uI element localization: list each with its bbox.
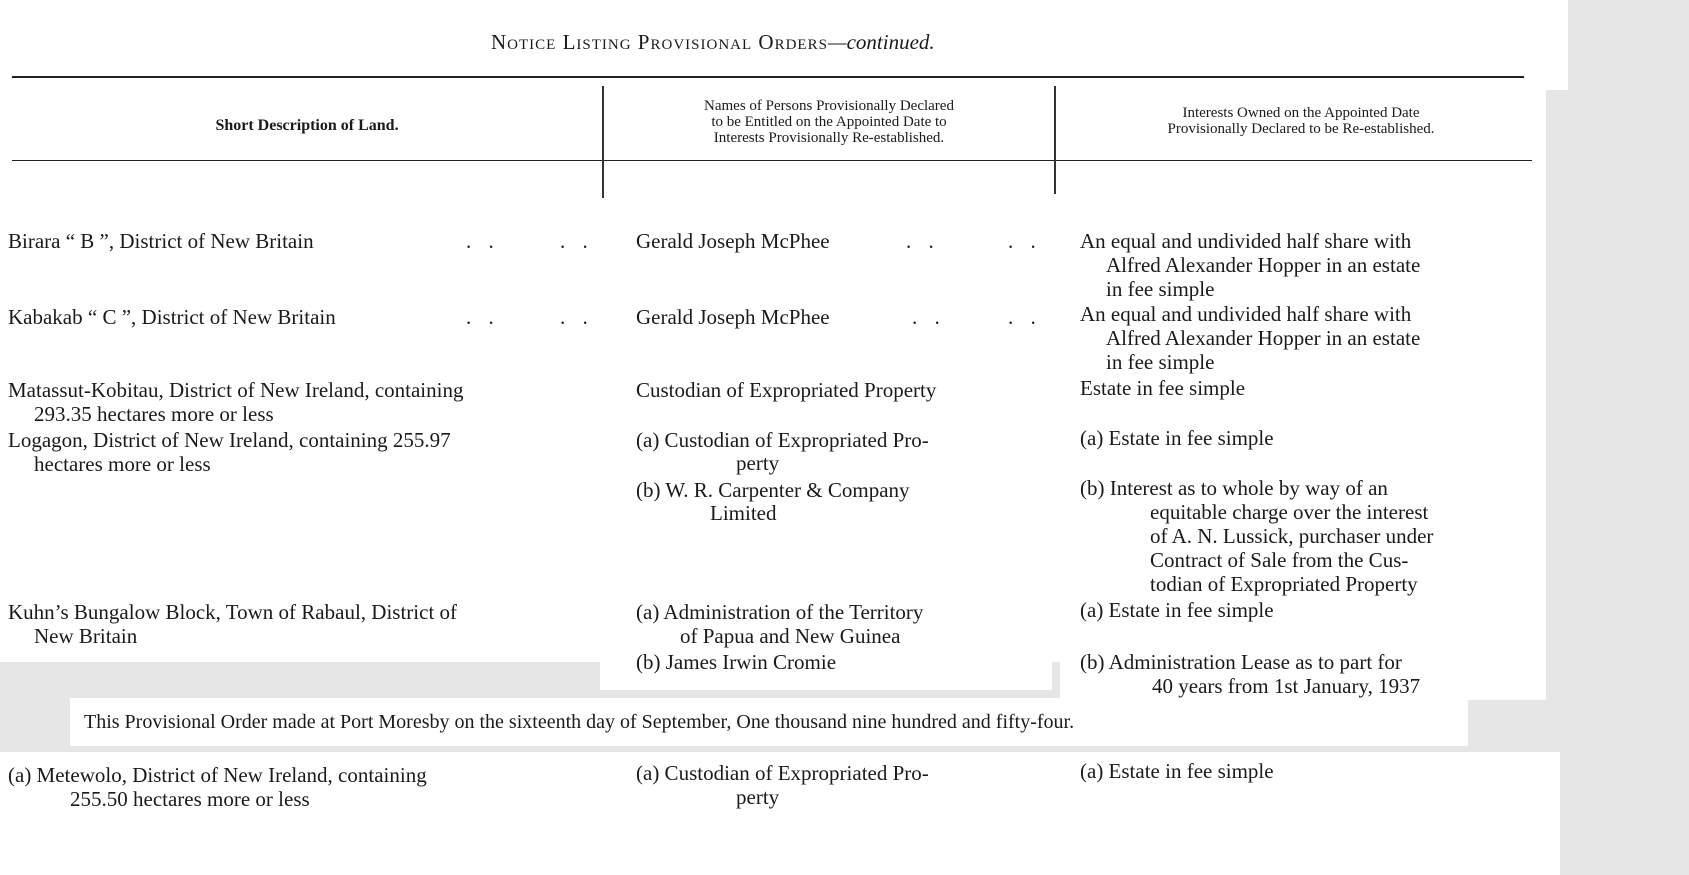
logagon-interest-b-line-2: equitable charge over the interest: [1150, 500, 1429, 524]
logagon-interest-b-line-1: (b) Interest as to whole by way of an: [1080, 476, 1388, 500]
logagon-person-a-line-1: (a) Custodian of Expropriated Pro-: [636, 428, 929, 452]
logagon-interest-b-line-3: of A. N. Lussick, purchaser under: [1150, 524, 1434, 548]
birara-interest-line-2: Alfred Alexander Hopper in an estate: [1106, 253, 1421, 277]
kuhn-interest-b-line-1: (b) Administration Lease as to part for: [1080, 650, 1402, 674]
page-title: [491, 30, 935, 54]
header-top-rule: [12, 76, 1524, 78]
kuhn-person-b: (b) James Irwin Cromie: [636, 650, 837, 674]
birara-person-leader-2: . .: [1008, 229, 1042, 253]
kabakab-person-leader-2: . .: [1008, 305, 1042, 329]
kabakab-person: Gerald Joseph McPhee: [636, 305, 830, 329]
kuhn-interest-b-line-2: 40 years from 1st January, 1937: [1152, 674, 1421, 698]
birara-person-leader: . .: [906, 229, 940, 253]
kuhn-person-a-line-2: of Papua and New Guinea: [680, 624, 901, 648]
kuhn-person-a-line-1: (a) Administration of the Territory: [636, 600, 924, 624]
birara-land: Birara “ B ”, District of New Britain: [8, 229, 314, 253]
logagon-land-line-2: hectares more or less: [34, 452, 211, 476]
header-bottom-rule: [12, 160, 1532, 161]
birara-person: Gerald Joseph McPhee: [636, 229, 830, 253]
birara-land-leader: . .: [466, 229, 500, 253]
kabakab-interest-line-1: An equal and undivided half share with: [1080, 302, 1412, 326]
kuhn-land-line-1: Kuhn’s Bungalow Block, Town of Rabaul, District of: [8, 600, 458, 624]
metewolo-land-line-2: 255.50 hectares more or less: [70, 787, 310, 811]
header-land: [12, 118, 602, 134]
header-interests-line-2: Provisionally Declared to be Re-established.: [1167, 121, 1435, 137]
kabakab-land-leader: . .: [466, 305, 500, 329]
logagon-interest-b-line-4: Contract of Sale from the Cus-: [1150, 548, 1409, 572]
header-persons-line-3: Interests Provisionally Re-established.: [713, 130, 945, 146]
logagon-person-b-line-2: Limited: [710, 501, 777, 525]
header-interests-line-1: Interests Owned on the Appointed Date: [1182, 105, 1420, 121]
metewolo-land-line-1: (a) Metewolo, District of New Ireland, containing: [8, 763, 427, 787]
logagon-person-b-line-1: (b) W. R. Carpenter & Company: [636, 478, 910, 502]
title-suffix: —continued.: [827, 30, 935, 54]
matassut-land-line-1: Matassut-Kobitau, District of New Ireland, containing: [8, 378, 464, 402]
kuhn-land-line-2: New Britain: [34, 624, 138, 648]
matassut-land-line-2: 293.35 hectares more or less: [34, 402, 274, 426]
matassut-interest: Estate in fee simple: [1080, 376, 1246, 400]
birara-interest-line-1: An equal and undivided half share with: [1080, 229, 1412, 253]
logagon-interest-a: (a) Estate in fee simple: [1080, 426, 1274, 450]
kabakab-land-leader-2: . .: [560, 305, 594, 329]
birara-land-leader-2: . .: [560, 229, 594, 253]
kabakab-land: Kabakab “ C ”, District of New Britain: [8, 305, 336, 329]
title-main: Notice Listing Provisional Orders: [491, 30, 828, 54]
header-interests: [1058, 105, 1544, 137]
metewolo-person-line-2: perty: [736, 785, 780, 809]
logagon-person-a-line-2: perty: [736, 451, 780, 475]
header-persons-line-2: to be Entitled on the Appointed Date to: [711, 114, 947, 130]
metewolo-interest: (a) Estate in fee simple: [1080, 759, 1274, 783]
header-persons: [604, 98, 1054, 146]
kabakab-interest-line-2: Alfred Alexander Hopper in an estate: [1106, 326, 1421, 350]
header-persons-line-1: Names of Persons Provisionally Declared: [704, 98, 954, 114]
logagon-interest-b-line-5: todian of Expropriated Property: [1150, 572, 1418, 596]
header-land-text: Short Description of Land.: [215, 117, 399, 134]
kabakab-person-leader: . .: [912, 305, 946, 329]
kuhn-interest-a: (a) Estate in fee simple: [1080, 598, 1274, 622]
kabakab-interest-line-3: in fee simple: [1106, 350, 1215, 374]
column-divider-2: [1054, 86, 1056, 194]
matassut-person: Custodian of Expropriated Property: [636, 378, 937, 402]
birara-interest-line-3: in fee simple: [1106, 277, 1215, 301]
order-statement: This Provisional Order made at Port Moresby on the sixteenth day of September, One thousand nine hundred and fifty-four.: [84, 711, 1075, 733]
metewolo-person-line-1: (a) Custodian of Expropriated Pro-: [636, 761, 929, 785]
logagon-land-line-1: Logagon, District of New Ireland, containing 255.97: [8, 428, 451, 452]
